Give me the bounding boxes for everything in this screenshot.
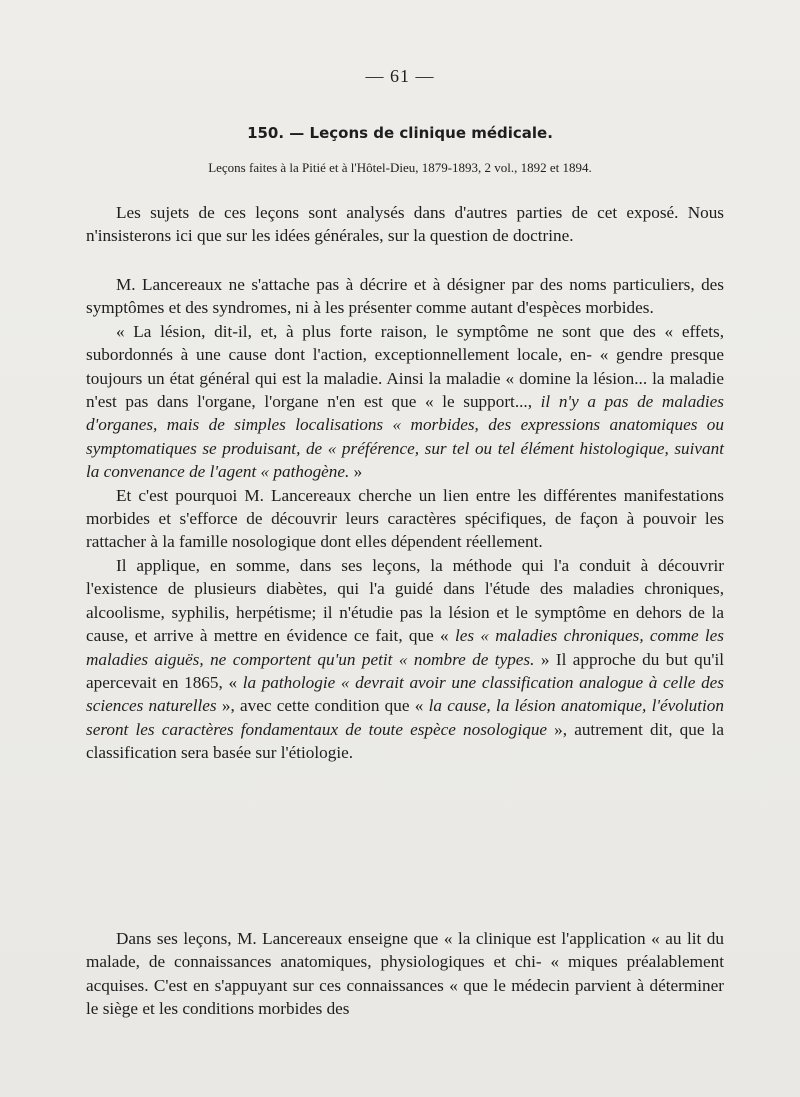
quote-italic-text: il n'y a pas de maladies d'organes, mais de simples localisations « morbides, des expressions anatomiques ou symptomatiques se produisant, de « préférence, sur tel ou tel élément histologique, suivant la convenance de l'agent « pathogène. xyxy=(86,392,724,482)
paragraph-5 xyxy=(86,554,724,765)
quote-close: » xyxy=(349,462,363,482)
intro-paragraph-block xyxy=(86,201,724,248)
paragraph-5-italic-f: la cause, la lésion anatomique, l'évolution seront les caractères fondamentaux de toute espèce nosologique xyxy=(86,696,724,739)
main-text-block xyxy=(86,273,724,765)
paragraph-3-quote xyxy=(86,320,724,484)
paragraph-6: Dans ses leçons, M. Lancereaux enseigne que « la clinique est l'application « au lit du malade, de connaissances anatomiques, physiologiques et chi- « miques préalablement acquises. C'est en s'appuyant sur ces connaissances « que le médecin parvient à déterminer le siège et les conditions morbides des xyxy=(86,929,724,1019)
paragraph-5-text-e: », avec cette condition que « xyxy=(216,696,429,716)
paragraph-4: Et c'est pourquoi M. Lancereaux cherche un lien entre les différentes manifestations morbides et s'efforce de découvrir leurs caractères spécifiques, de façon à pouvoir les rattacher à la famille nosologique dont elles dépendent réellement. xyxy=(86,485,724,552)
paragraph-5-italic-d: la pathologie « devrait avoir une classification analogue à celle des sciences naturelles xyxy=(86,672,724,716)
paragraph-5-text-a: Il applique, en somme, dans ses leçons, la méthode qui l'a conduit à découvrir l'existence de plusieurs diabètes, qui l'a guidé dans l'étude des maladies chroniques, alcoolisme, syphilis, herpétisme; il n'étudie pas la lésion et le symptôme en dehors de la cause, et arrive à mettre en évidence ce fait, que « xyxy=(86,555,724,646)
closing-text-block xyxy=(86,927,724,1021)
paragraph-2: M. Lancereaux ne s'attache pas à décrire et à désigner par des noms particuliers, des symptômes et des syndromes, ni à les présenter comme autant d'espèces morbides. xyxy=(86,275,724,318)
paragraph-1: Les sujets de ces leçons sont analysés dans d'autres parties de cet exposé. Nous n'insisterons ici que sur les idées générales, sur la question de doctrine. xyxy=(86,203,724,246)
paragraph-5-text-c: » Il approche du but qu'il apercevait en 1865, « xyxy=(86,649,725,692)
page-number: — 61 — xyxy=(365,66,435,86)
paragraph-5-text-g: », autrement dit, que la classification sera basée sur l'étiologie. xyxy=(86,719,724,763)
quote-text: « La lésion, dit-il, et, à plus forte raison, le symptôme ne sont que des « effets, subordonnés à une cause dont l'action, exceptionnellement locale, en- « gendre presque toujours un état général qui est la maladie. Ainsi la maladie « domine la lésion... la maladie n'est pas dans l'organe, l'organe n'en est que « le support..., xyxy=(86,321,724,412)
section-subtitle: Leçons faites à la Pitié et à l'Hôtel-Dieu, 1879-1893, 2 vol., 1892 et 1894. xyxy=(208,160,592,175)
paragraph-5-italic-b: les « maladies chroniques, comme les maladies aiguës, ne comportent qu'un petit « nombre de types. xyxy=(86,626,724,669)
section-title: 150. — Leçons de clinique médicale. xyxy=(247,124,553,142)
